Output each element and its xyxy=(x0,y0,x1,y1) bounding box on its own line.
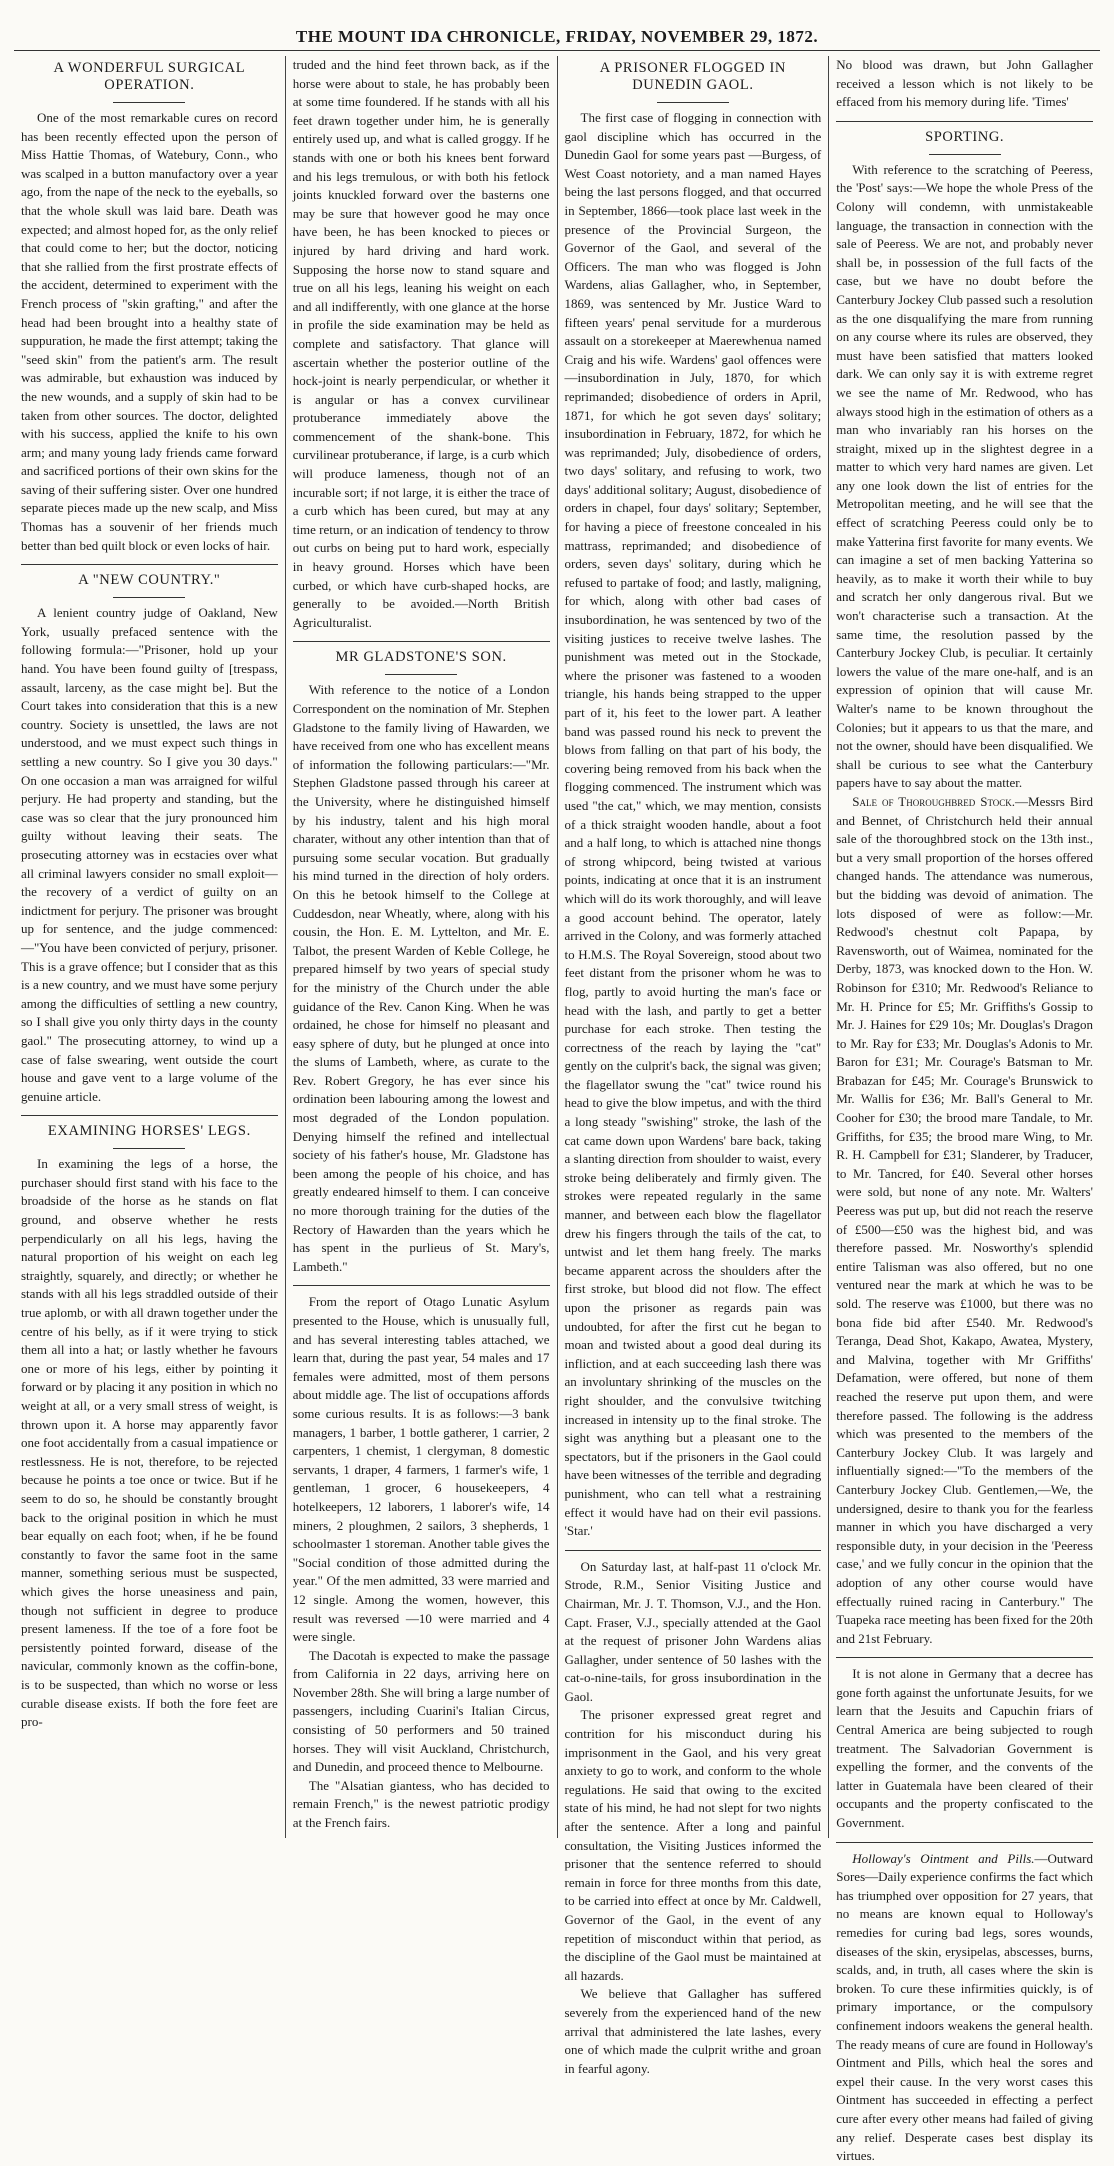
article-jesuits xyxy=(836,1665,1093,1832)
article-heading-horses-legs: EXAMINING HORSES' LEGS. xyxy=(47,1123,251,1140)
article-heading-new-country: A "NEW COUNTRY." xyxy=(78,572,221,589)
column-3 xyxy=(558,56,830,2076)
article-heading-flogged: A PRISONER FLOGGED IN DUNEDIN GAOL. xyxy=(599,60,786,93)
article-flogged xyxy=(565,109,822,1541)
article-body: truded and the hind feet thrown back, as if the horse were about to stale, he has probably been at some time foundered. If he stands with all his feet drawn together under him, he is generally entirely used up, and what is called groggy. If he stands with one or both his knees bent forward and his legs tremulous, or with both his fetlock joints knuckled forward over the basterns one may be sure that however good he may once have been, he has been knocked to pieces or injured by hard driving and hard work. Supposing the horse now to stand square and true on all his legs, leaning his weight on each and all indifferently, with one glance at the horse in profile the side examination may be held as complete and satisfactory. That glance will ascertain whether the posterior outline of the hock-joint is nearly perpendicular, or whether it is angular or has a convex curvilinear protuberance immediately above the commencement of the shank-bone. This curvilinear protuberance, if large, is a curb which will produce lameness, though not of an incurable sort; if not large, it is either the trace of a curb which has been cured, but may at any time return, or an indication of tendency to throw out curbs on being put to hard work, especially in heavy ground. Horses which have been curbed, or which have curb-shaped hocks, are generally to be avoided.—North British Agriculturalist. xyxy=(292,57,550,630)
column-4 xyxy=(829,56,1100,2164)
article-divider xyxy=(21,1115,278,1116)
article-gladstone xyxy=(293,681,550,1276)
heading-rule xyxy=(657,102,729,103)
heading-rule xyxy=(385,674,457,675)
article-body: In examining the legs of a horse, the purchaser should first stand with his face to the broadside of the horse as he stands on flat ground, and observe whether he rests perpendicularly on all his legs, having the natural proportion of his weight on each leg straightly, squarely, and directly; or whether he stands with all his legs straddled outside of their true aplomb, or with all drawn together under the centre of his belly, as if it were trying to stick them all into a hat; or lastly whether he favours one or more of his legs, either by pointing it forward or by placing it any position in which no weight at all, or a very small stress of weight, is thrown upon it. A horse may apparently favor one foot accidentally from a casual impatience or restlessness. He is not, therefore, to be rejected because he points a toe once or twice. But if he seem to do so, he should be constantly brought back to the original position in which he must bear equally on each foot; when, if he be found constantly to favor the same foot in the same manner, something serious must be suspected, which gives the horse uneasiness and pain, though not sufficient in degree to produce present lameness. If the toe of a fore foot be persistently pointed forward, disease of the navicular, commonly known as the coffin-bone, is to be suspected, than which no worse or less curable disease exists. If both the fore feet are pro- xyxy=(21,1156,278,1730)
masthead-rule xyxy=(14,50,1100,51)
article-body: It is not alone in Germany that a decree has gone forth against the unfortunate Jesuits, for we learn that the Jesuits and Capuchin friars of Central America are being subjected to rough treatment. The Salvadorian Government is expelling the former, and the convents of the latter in Guatemala have been cleared of their occupants and the property confiscated to the Government. xyxy=(836,1666,1093,1831)
column-1 xyxy=(14,56,286,1838)
heading-rule xyxy=(113,597,185,598)
article-body: —Messrs Bird and Bennet, of Christchurch held their annual sale of the thoroughbred stock on the 13th inst., but a very small proportion of the horses offered changed hands. The attendance was numerous, but the bidding was devoid of animation. The lots disposed of were as follow:—Mr. Redwood's chestnut colt Papapa, by Ravensworth, out of Waimea, nominated for the Derby, 1873, was knocked down to the Hon. W. Robinson for £310; Mr. Redwood's Reliance to Mr. H. Prince for £5; Mr. Griffiths's Gossip to Mr. J. Haines for £29 10s; Mr. Douglas's Dragon to Mr. Ray for £33; Mr. Douglas's Adonis to Mr. Baron for £31; Mr. Courage's Batsman to Mr. Brabazan for £45; Mr. Courage's Brunswick to Mr. Wallis for £36; Mr. Ball's General to Mr. Cooher for £30; the brood mare Tandale, to Mr. Griffiths, for £35; the brood mare Wing, to Mr. R. H. Campbell for £31; Slanderer, by Traducer, to Mr. Tancred, for £40. Several other horses were sold, but none of any note. Mr. Walters' Peeress was put up, but did not reach the reserve of £500—£50 was the highest bid, and was therefore passed. Mr. Nosworthy's splendid entire Talisman was also offered, but no one ventured near the mark at which he was to be sold. The reserve was £1000, but there was no bona fide bid after £540. Mr. Redwood's Teranga, Dead Shot, Kakapo, Awatea, Mystery, and Malvina, together with Mr Griffiths' Defamation, were offered, but none of them reached the reserve put upon them, and were therefore passed. The following is the address which was presented to the members of the Canterbury Jockey Club. It was largely and influentially signed:—"To the members of the Canterbury Jockey Club. Gentlemen,—We, the undersigned, desire to thank you for the fearless manner in which you have discharged a very responsible duty, in your decision in the 'Peeress case,' and we fully concur in the opinion that the adoption of any other course would have effectually ruined racing in Canterbury." The Tuapeka race meeting has been fixed for the 20th and 21st February. xyxy=(836,793,1093,1646)
columns xyxy=(14,56,1100,2164)
article-body: The "Alsatian giantess, who has decided to remain French," is the newest patriotic prodigy at the French fairs. xyxy=(292,1777,550,1831)
article-heading-gladstone: MR GLADSTONE'S SON. xyxy=(335,649,507,666)
article-horses-legs xyxy=(21,1155,278,1731)
article-regret xyxy=(565,1706,822,1985)
article-lead: Sale of Thoroughbred Stock. xyxy=(852,793,1016,809)
article-divider xyxy=(836,1842,1093,1843)
article-lead: Holloway's Ointment and Pills. xyxy=(852,1850,1035,1866)
article-divider xyxy=(836,121,1093,122)
article-horses-legs-continued xyxy=(293,56,550,632)
article-body: A lenient country judge of Oakland, New York, usually prefaced sentence with the following formula:—"Prisoner, hold up your hand. You have been found guilty of [trespass, assault, larceny, as the case might be]. But the Court takes into consideration that this is a new country. Society is unsettled, the laws are not understood, and we must expect such things in settling a new country. So I give you 30 days." On one occasion a man was arraigned for wilful perjury. He had property and standing, but the case was so clear that the jury pronounced him guilty without leaving their seats. The prosecuting attorney was in ecstacies over what all criminal lawyers consider no small exploit—the recovery of a verdict of guilty on an indictment for perjury. The prisoner was brought up for sentence, and the judge commenced:—"You have been convicted of perjury, prisoner. This is a grave offence; but I consider that as this is a new country, and we must have some perjury among the difficulties of settling a new country, so I shall give you only thirty days in the county gaol." The prosecuting attorney, to wind up a case of false swearing, went outside the court house and gave vent to a large volume of the genuine article. xyxy=(21,605,278,1104)
article-otago-asylum xyxy=(293,1293,550,1646)
article-blood-continued xyxy=(836,56,1093,112)
article-body: One of the most remarkable cures on record has been recently effected upon the person of Miss Hattie Thomas, of Watebury, Conn., who was scalped in a button manufactory over a year ago, from the nape of the neck to the eyeballs, so that the whole skull was laid bare. Death was expected; and almost hoped for, as the only relief that could come to her; but the doctor, noticing that she rallied from the first prostrate effects of the accident, determined to experiment with the French process of "skin grafting," and after the head had been brought into a healthy state of suppuration, he made the first attempt; taking the "seed skin" from the patient's arm. The result was admirable, but exhaustion was induced by the new wounds, and a supply of skin had to be taken from other sources. The doctor, delighted with his success, applied the knife to his own arm; and many young lady friends came forward and sacrificed portions of their own skins for the saving of their suffering sister. Over one hundred separate pieces made up the new scalp, and Miss Thomas has a souvenir of her friends much better than bed quilt block or even locks of hair. xyxy=(21,110,278,553)
article-heading-sporting: SPORTING. xyxy=(925,128,1005,145)
article-sporting xyxy=(836,161,1093,793)
article-divider xyxy=(836,1657,1093,1658)
article-divider xyxy=(565,1550,822,1551)
article-body: The first case of flogging in connection with gaol discipline which has occurred in the Dunedin Gaol for some years past —Burgess, of West Coast notoriety, and a man named Hayes being the last persons flogged, and that occurred in September, 1866—took place last week in the presence of the Provincial Surgeon, the Governor of the Gaol, and several of the Officers. The man who was flogged is John Wardens, alias Gallagher, who, in September, 1869, was sentenced by Mr. Justice Ward to fifteen years' penal servitude for a murderous assault on a storekeeper at Maerewhenua named Craig and his wife. Wardens' gaol offences were—insubordination in July, 1870, for which reprimanded; disobedience of orders in April, 1871, for which he got seven days' solitary; insubordination in February, 1872, for which he was reprimanded; July, disobedience of orders, two days' solitary, and refusing to work, two days' additional solitary; August, disobedience of orders in chapel, four days' solitary; September, for having a piece of freestone concealed in his mattrass, reprimanded; and disobedience of orders, seven days' solitary, during which he refused to partake of food; and lastly, maligning, for which, along with other bad cases of insubordination, he was sentenced by two of the visiting justices to receive twelve lashes. The punishment was meted out in the Stockade, where the prisoner was fastened to a wooden triangle, his hands being strapped to the upper part of it, his feet to the lower part. A leather band was passed round his neck to prevent the blows from falling on that part of his body, the covering being removed from his back when the flogging commenced. The instrument which was used "the cat," which, we may mention, consists of a thick straight wooden handle, about a foot and a half long, to which is attached nine thongs of strong whipcord, being twisted at various points, indicating at once that it is an instrument which will do its work thoroughly, and will leave a good account behind. The operator, lately arrived in the Colony, and was formerly attached to H.M.S. The Royal Sovereign, stood about two feet distant from the prisoner whom he was to flog, partly to avoid hurting the man's face or head with the lash, and partly to get a better purchase for each stroke. Then testing the correctness of the reach by laying the "cat" gently on the culprit's back, the signal was given; the flagellator swung the "cat" twice round his head to give the blow impetus, and with the third a long steady "swishing" stroke, the lash of the cat came down upon Wardens' bare back, taking a slanting direction from shoulder to waist, every stroke being deliberately and firmly given. The strokes were repeated regularly in the same manner, and between each blow the flagellator drew his fingers through the tails of the cat, to untwist and let them hang freely. The marks became apparent across the shoulders after the first stroke, but blood did not flow. The effect upon the prisoner as regards pain was undoubted, for after the first cut he began to moan and twisted about a good deal during its infliction, and at each succeeding lash there was an involuntary shrinking of the muscles on the right shoulder, and the convulsive twitching increased in intensity up to the final stroke. The sight was anything but a pleasant one to the spectators, but if the prisoners in the Gaol could have been witnesses of the terrible and degrading punishment, who can tell what a restraining effect it would have had on their evil passions. 'Star.' xyxy=(564,110,822,1539)
article-divider xyxy=(293,641,550,642)
article-body: No blood was drawn, but John Gallagher received a lesson which is not likely to be effaced from his memory during life. 'Times' xyxy=(836,57,1093,110)
article-stock-sale xyxy=(836,793,1093,1648)
article-divider xyxy=(21,564,278,565)
article-surgical xyxy=(21,109,278,555)
article-dacotah xyxy=(293,1647,550,1777)
heading-rule xyxy=(113,1148,185,1149)
article-giantess xyxy=(293,1777,550,1833)
heading-rule xyxy=(113,102,185,103)
article-strode xyxy=(565,1558,822,1707)
article-body: On Saturday last, at half-past 11 o'clock Mr. Strode, R.M., Senior Visiting Justice and Chairman, Mr. J. T. Thomson, V.J., and the Hon. Capt. Fraser, V.J., specially attended at the Gaol at the request of prisoner John Wardens alias Gallagher, under sentence of 50 lashes with the cat-o-nine-tails, for gross insubordination in the Gaol. xyxy=(564,1558,822,1704)
column-2 xyxy=(286,56,558,1838)
masthead: THE MOUNT IDA CHRONICLE, FRIDAY, NOVEMBER 29, 1872. xyxy=(295,27,819,46)
article-body: With reference to the notice of a London Correspondent on the nomination of Mr. Stephen Gladstone to the family living of Hawarden, we have received from one who has excellent means of information the following particulars:—"Mr. Stephen Gladstone passed through his career at the University, where he distinguished himself by his industry, talent and his high moral charater, without any other intention than that of pursuing some secular vocation. But gradually his mind turned in the direction of holy orders. On this he betook himself to the College at Cuddesdon, near Wheatly, where, along with his cousin, the Hon. E. M. Lyttelton, and Mr. E. Talbot, the present Warden of Keble College, he prepared himself by two years of special study for the ministry of the Church under the able guidance of the Rev. Canon King. When he was ordained, he chose for himself no pleasant and easy sphere of duty, but he plunged at once into the slums of Lambeth, where, as curate to the Rev. Robert Gregory, he has ever since his ordination been labouring among the lowest and most degraded of the London population. Denying himself the refined and intellectual society of his father's house, Mr. Gladstone has been among the people of his choice, and has greatly endeared himself to them. I can conceive no more thorough training for the duties of the Rectory of Hawarden than the years which he has spent in the purlieus of St. Mary's, Lambeth." xyxy=(292,682,550,1274)
heading-rule xyxy=(929,154,1001,155)
article-body: —Outward Sores—Daily experience confirms the fact which has triumphed over opposition for 27 years, that no means are known equal to Holloway's remedies for curing bad legs, sores wounds, diseases of the skin, erysipelas, abscesses, burns, scalds, and, in truth, all cases where the skin is broken. To cure these infirmities quickly, is of primary importance, or the compulsory confinement indoors weakens the general health. The ready means of cure are found in Holloway's Ointment and Pills, which heal the sores and expel their cause. In the very worst cases this Ointment has succeeded in effecting a perfect cure after every other means had failed of giving any relief. Desperate cases best display its virtues. xyxy=(836,1850,1093,2164)
article-heading-surgical: A WONDERFUL SURGICAL OPERATION. xyxy=(53,60,246,93)
article-new-country xyxy=(21,604,278,1106)
article-believe xyxy=(565,1985,822,2078)
article-divider xyxy=(293,1285,550,1286)
article-body: We believe that Gallagher has suffered severely from the experienced hand of the new arrival that administered the late lashes, every one of which made the culprit writhe and groan in fearful agony. xyxy=(564,1986,822,2076)
article-body: The Dacotah is expected to make the passage from California in 22 days, arriving here on November 28th. She will bring a large number of passengers, including Cuarini's Italian Circus, consisting of 50 performers and 50 trained horses. They will visit Auckland, Christchurch, and Dunedin, and proceed thence to Melbourne. xyxy=(292,1647,550,1775)
article-body: The prisoner expressed great regret and contrition for his misconduct during his imprisonment in the Gaol, and his very great anxiety to go to work, and conform to the whole regulations. He said that owing to the excited state of his mind, he had not slept for two nights after the sentence. After a long and painful consultation, the Visiting Justices informed the prisoner that the sentence referred to should remain in force for three months from this date, to be carried into effect at once by Mr. Caldwell, Governor of the Gaol, in the event of any repetition of misconduct within that period, as the discipline of the Gaol must be maintained at all hazards. xyxy=(564,1707,822,1983)
article-body: With reference to the scratching of Peeress, the 'Post' says:—We hope the whole Press of the Colony will condemn, with unmistakeable language, the transaction in connection with the sale of Peeress. We are not, and probably never shall be, in possession of the full facts of the case, but we have no doubt before the Canterbury Jockey Club passed such a resolution as the one disqualifying the mare from running on any course where its rules are observed, they must have been satisfied that matters looked dark. We can only say it is with extreme regret we see the name of Mr. Redwood, who has always stood high in the estimation of others as a man who invariably ran his horses on the straight, mixed up in the slightest degree in a matter to which very hard names are given. Let any one look down the list of entries for the Metropolitan meeting, and he will see that the effect of scratching Peeress could only be to make Yatterina first favorite for many events. We can imagine a set of men backing Yatterina so heavily, as to make it worth their while to buy and scratch her only dangerous rival. But we won't characterise such a transaction. At the same time, the resolution passed by the Canterbury Jockey Club, is peculiar. It certainly lowers the value of the mare one-half, and is an expression of opinion that will cause Mr. Walter's name to be known throughout the Colonies; but it appears to us that the mare, and not the owner, should have been disqualified. We shall be curious to see what the Canterbury papers have to say about the matter. xyxy=(836,161,1093,791)
advert-holloway xyxy=(836,1850,1093,2166)
article-body: From the report of Otago Lunatic Asylum presented to the House, which is unusually full, and has several interesting tables attached, we learn that, during the past year, 54 males and 17 females were admitted, most of them persons about middle age. The list of occupations affords some curious results. It is as follows:—3 bank managers, 1 barber, 1 bottle gatherer, 1 carrier, 2 carpenters, 1 chemist, 1 clergyman, 8 domestic servants, 1 draper, 4 farmers, 1 farmer's wife, 1 gentleman, 1 grocer, 6 housekeepers, 4 hotelkeepers, 12 laborers, 1 laborer's wife, 14 miners, 2 ploughmen, 2 sailors, 3 shepherds, 1 schoolmaster 1 storeman. Another table gives the "Social condition of those admitted during the year." Of the men admitted, 33 were married and 12 single. Among the women, however, this result was reversed —10 were married and 4 were single. xyxy=(292,1294,550,1645)
